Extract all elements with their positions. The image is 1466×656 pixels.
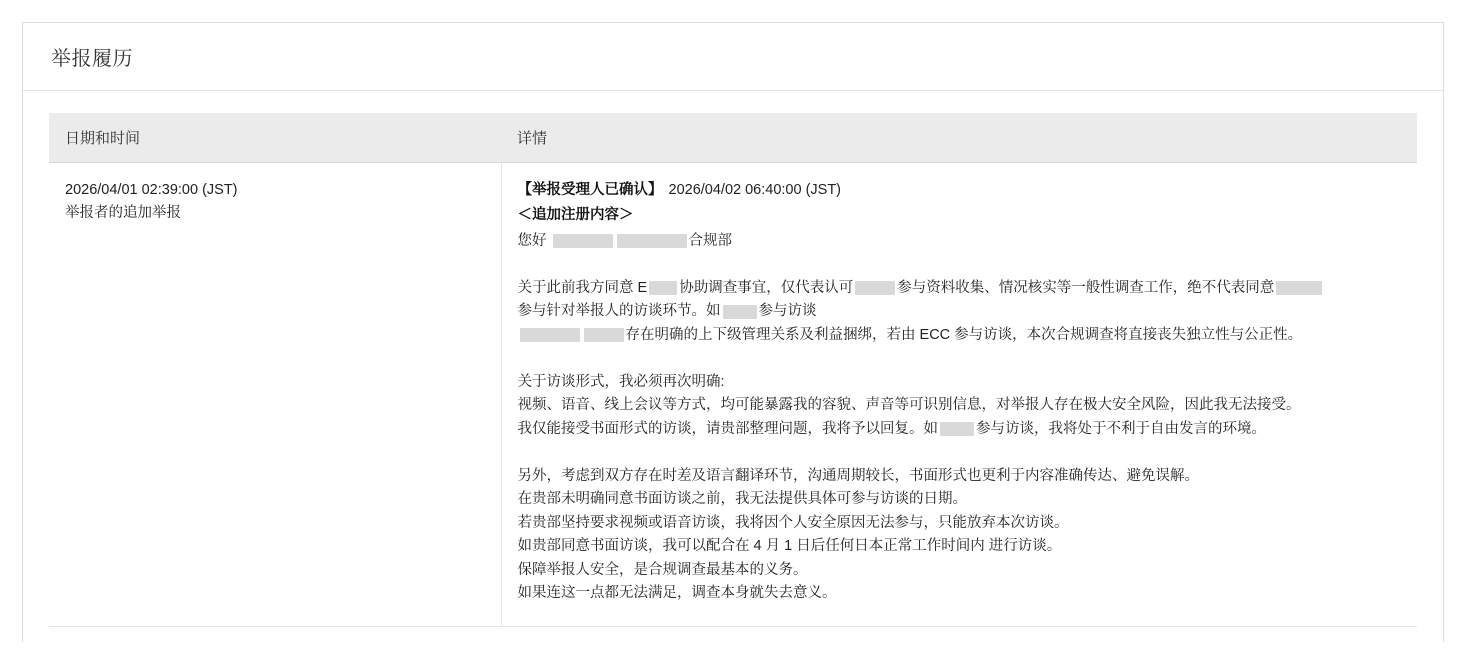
detail-greeting	[518, 230, 1402, 253]
redaction-block	[520, 328, 580, 342]
p3-line-5: 保障举报人安全，是合规调查最基本的义务。	[517, 561, 808, 578]
detail-header-line	[518, 179, 1402, 202]
table-row	[49, 163, 1417, 627]
detail-paragraph-1	[518, 277, 1402, 347]
redaction-block	[649, 281, 677, 295]
p1-segment-c: 参与资料收集、情况核实等一般性调查工作，绝不代表同意	[897, 279, 1275, 296]
table-head	[49, 113, 1417, 163]
redaction-block	[584, 328, 624, 342]
redaction-block	[553, 234, 613, 248]
greeting-prefix: 您好	[517, 232, 547, 249]
detail-paragraph-3	[518, 465, 1402, 606]
redaction-block	[855, 281, 895, 295]
p2-line-3a: 我仅能接受书面形式的访谈，请贵部整理问题，我将予以回复。如	[517, 420, 938, 437]
column-header-date: 日期和时间	[49, 113, 501, 163]
spacer	[518, 441, 1402, 464]
p2-line-1: 关于访谈形式，我必须再次明确:	[517, 373, 725, 390]
p3-line-1: 另外，考虑到双方存在时差及语言翻译环节，沟通周期较长，书面形式也更利于内容准确传达、避免误解。	[517, 467, 1199, 484]
report-datetime: 2026/04/01 02:39:00 (JST)	[65, 182, 238, 198]
p3-line-2: 在贵部未明确同意书面访谈之前，我无法提供具体可参与访谈的日期。	[517, 491, 967, 508]
p3-line-4: 如贵部同意书面访谈，我可以配合在 4 月 1 日后任何日本正常工作时间内 进行访谈。	[517, 538, 1062, 555]
p3-line-6: 如果连这一点都无法满足，调查本身就失去意义。	[517, 585, 837, 602]
redaction-block	[940, 422, 974, 436]
p1-segment-e: 参与访谈	[758, 303, 817, 320]
table-header-row	[49, 113, 1417, 163]
redaction-block	[617, 234, 687, 248]
detail-status-tag: 【举报受理人已确认】	[517, 182, 663, 198]
p1-segment-d: 参与针对举报人的访谈环节。如	[517, 303, 721, 320]
redaction-block	[1276, 281, 1322, 295]
spacer	[518, 347, 1402, 370]
p1-segment-a: 关于此前我方同意 E	[517, 279, 648, 296]
page-title: 举报履历	[51, 48, 133, 70]
detail-timestamp: 2026/04/02 06:40:00 (JST)	[668, 182, 842, 198]
greeting-suffix: 合规部	[688, 232, 733, 249]
column-header-detail: 详情	[501, 113, 1417, 163]
detail-subtitle: ＜追加注册内容＞	[517, 207, 634, 224]
p2-line-3b: 参与访谈，我将处于不利于自由发言的环境。	[976, 420, 1266, 437]
panel-header	[23, 23, 1443, 91]
redaction-block	[723, 305, 757, 319]
p2-line-2: 视频、语音、线上会议等方式，均可能暴露我的容貌、声音等可识别信息，对举报人存在极大安全风险，因此我无法接受。	[517, 397, 1301, 414]
p1-segment-b: 协助调查事宜，仅代表认可	[679, 279, 854, 296]
p3-line-3: 若贵部坚持要求视频或语音访谈，我将因个人安全原因无法参与，只能放弃本次访谈。	[517, 514, 1069, 531]
p1-segment-f: 存在明确的上下级管理关系及利益捆绑，若由 ECC 参与访谈，本次合规调查将直接丧失独立性与公正性。	[625, 326, 1303, 343]
report-history-panel	[22, 22, 1444, 642]
history-table	[49, 113, 1417, 627]
cell-date	[49, 163, 501, 627]
table-body	[49, 163, 1417, 627]
cell-detail	[501, 163, 1417, 627]
report-type-label: 举报者的追加举报	[65, 205, 181, 222]
detail-paragraph-2	[518, 371, 1402, 441]
history-table-container	[23, 91, 1443, 627]
spacer	[518, 253, 1402, 276]
